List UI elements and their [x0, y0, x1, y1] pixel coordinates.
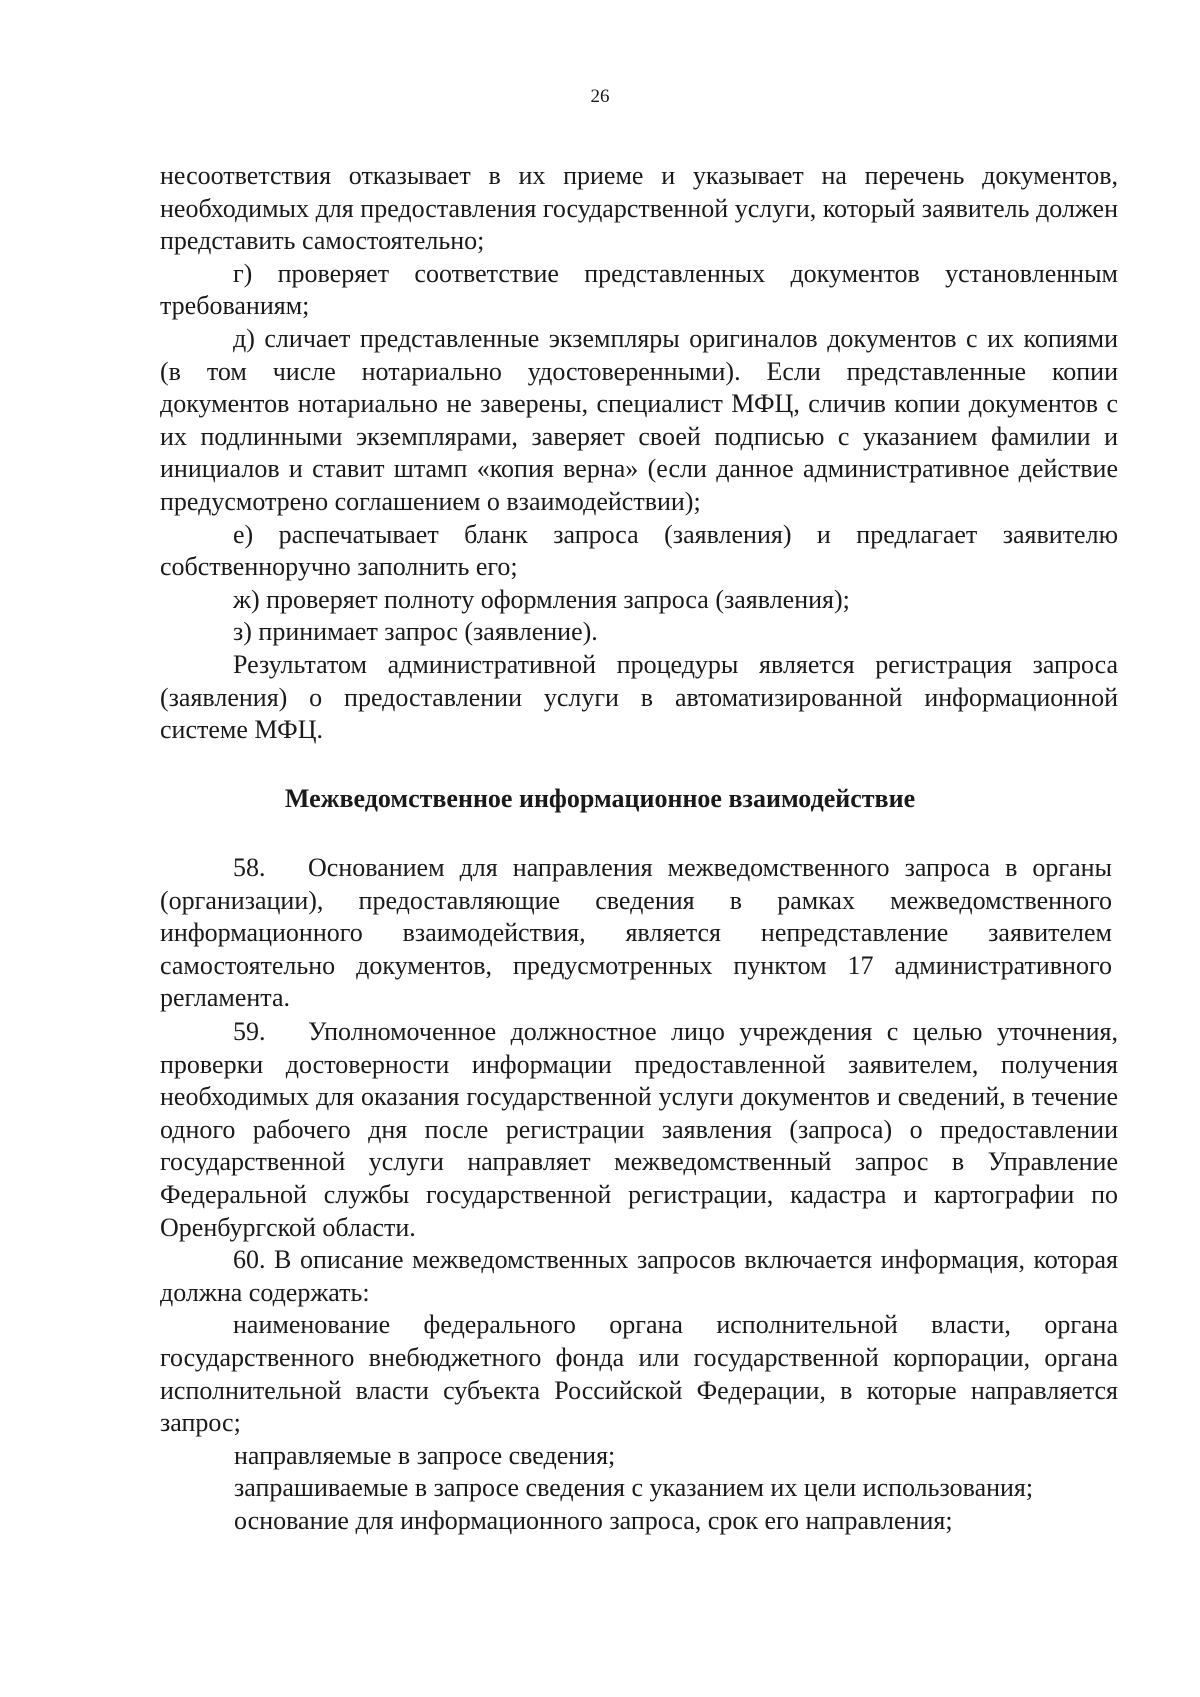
paragraph-60: 60. В описание межведомственных запросов включается информация, которая должна содержать:: [160, 1245, 1118, 1307]
paragraph-item-d: д) сличает представленные экземпляры оригиналов документов с их копиями (в том числе нотариально удостоверенными). Если представленные копии документов нотариально не заверены, специалист МФЦ, сличив копии документов с их подлинными экземплярами, заверяет своей подписью с указанием фамилии и инициалов и ставит штамп «копия верна» (если данное административное действие предусмотрено соглашением о взаимодействии);: [160, 323, 1118, 516]
page-number: 26: [590, 86, 610, 107]
list-item-2: направляемые в запросе сведения;: [234, 1440, 616, 1470]
paragraph-item-g: г) проверяет соответствие представленных документов установленным требованиям;: [160, 258, 1118, 321]
paragraph-item-z: з) принимает запрос (заявление).: [233, 617, 598, 647]
section-text-block-2: [160, 1016, 1118, 1538]
paragraph-item-zh: ж) проверяет полноту оформления запроса (заявления);: [233, 584, 850, 614]
paragraph-58-text: Основанием для направления межведомственного запроса в органы (организации), предоставляющие сведения в рамках межведомственного информационного взаимодействия, является непредставление заявителем самостоятельно документов, предусмотренных пунктом 17 административного регламента.: [160, 853, 1112, 1013]
paragraph-result: Результатом административной процедуры является регистрация запроса (заявления) о предоставлении услуги в автоматизированной информационной системе МФЦ.: [160, 649, 1118, 745]
paragraph-item-e: е) распечатывает бланк запроса (заявления) и предлагает заявителю собственноручно заполнить его;: [160, 519, 1118, 582]
paragraph-continuation: несоответствия отказывает в их приеме и указывает на перечень документов, необходимых для предоставления государственной услуги, который заявитель должен представить самостоятельно;: [160, 161, 1118, 256]
paragraph-59-text: Уполномоченное должностное лицо учреждения с целью уточнения, проверки достоверности информации предоставленной заявителем, получения необходимых для оказания государственной услуги документов и сведений, в течение одного рабочего дня после регистрации заявления (запроса) о предоставлении государственной услуги направляет межведомственный запрос в Управление Федеральной службы государственной регистрации, кадастра и картографии по Оренбургской области.: [160, 1017, 1118, 1242]
list-item-3: запрашиваемые в запросе сведения с указанием их цели использования;: [234, 1473, 1034, 1503]
paragraph-58: [160, 852, 1112, 1015]
section-heading: Межведомственное информационное взаимодействие: [284, 784, 916, 813]
paragraph-59-number: 59.: [233, 1017, 266, 1046]
paragraph-59: [160, 1016, 1118, 1244]
paragraph-58-number: 58.: [233, 853, 266, 882]
list-item-4: основание для информационного запроса, срок его направления;: [234, 1505, 953, 1535]
list-item-1: наименование федерального органа исполнительной власти, органа государственного внебюджетного фонда или государственной корпорации, органа исполнительной власти субъекта Российской Федерации, в которые направляется запрос;: [160, 1310, 1118, 1438]
section-text-block: [160, 852, 1112, 1015]
top-text-block: [160, 160, 1118, 747]
